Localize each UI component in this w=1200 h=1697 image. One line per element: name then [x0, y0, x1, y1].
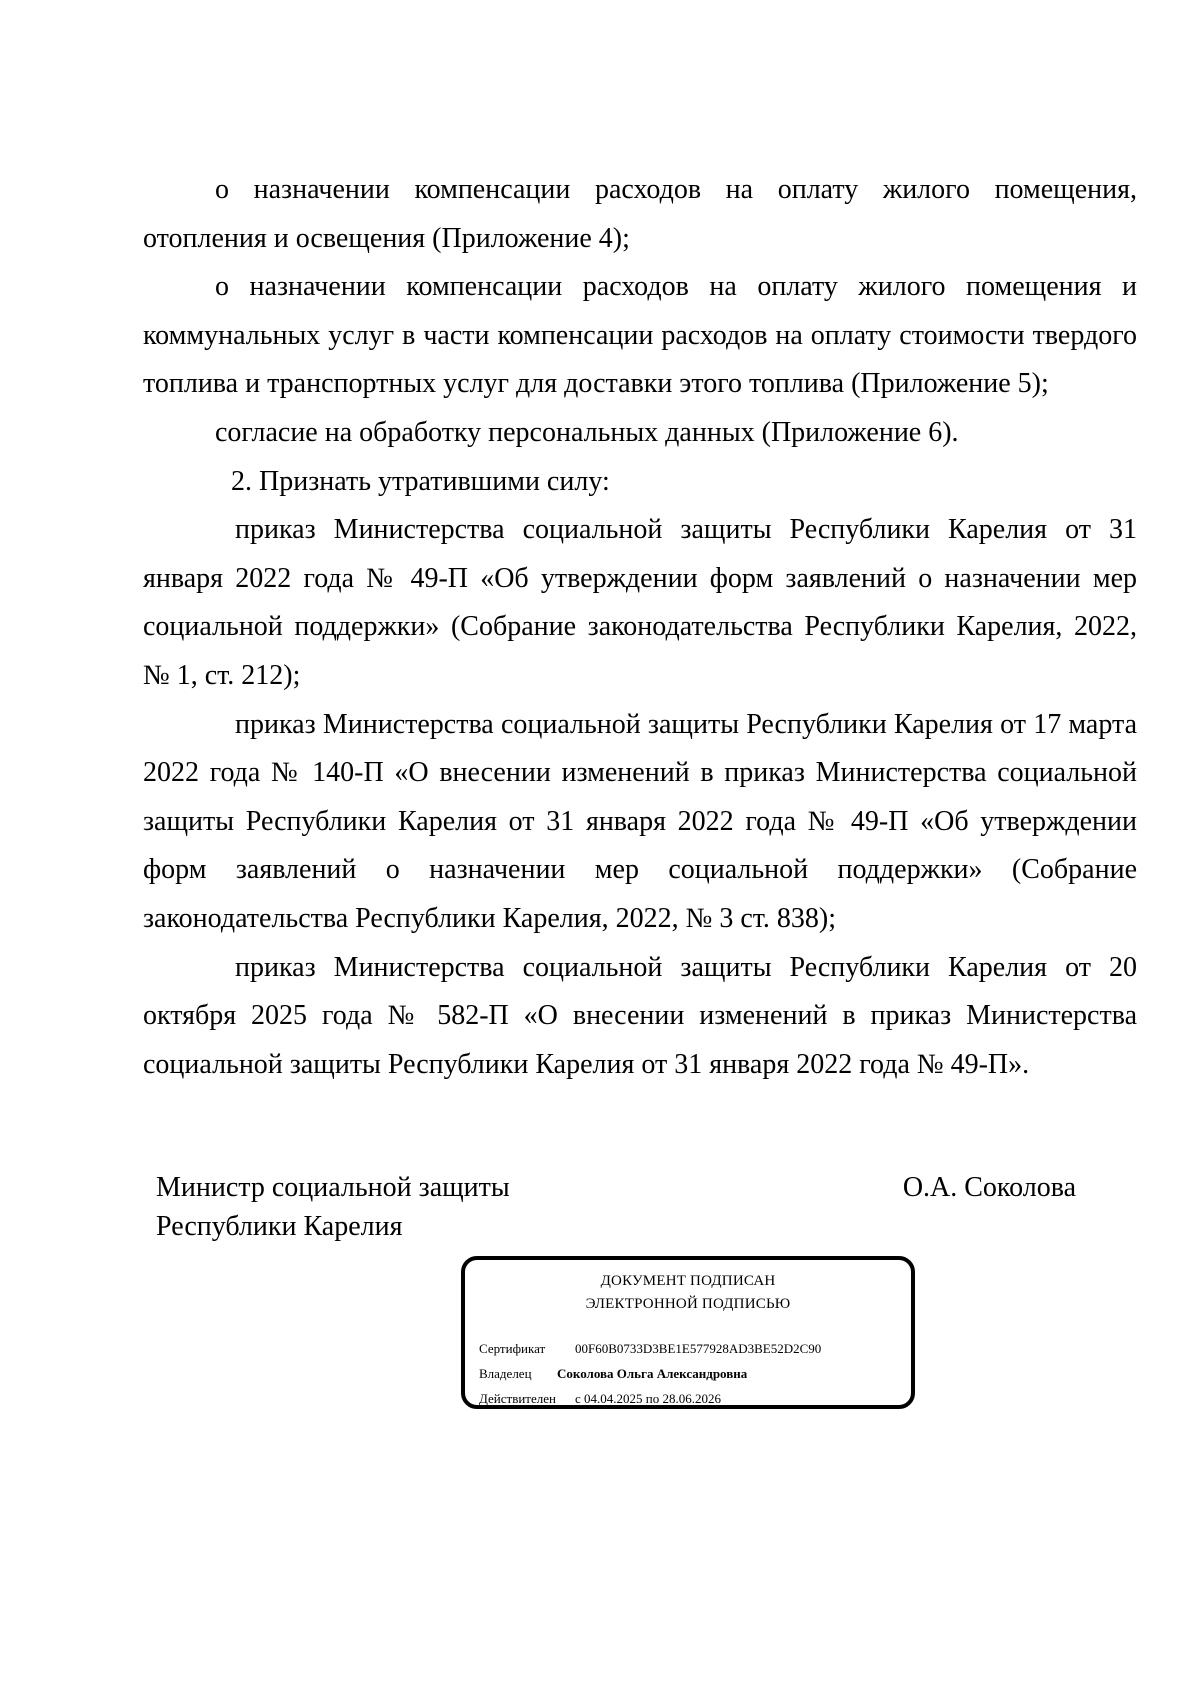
- signatory-name: О.А. Соколова: [902, 1172, 1076, 1203]
- stamp-owner-row: [479, 1365, 747, 1383]
- owner-label: Владелец: [479, 1366, 532, 1381]
- owner-value: Соколова Ольга Александровна: [557, 1366, 748, 1381]
- validity-label: Действителен: [479, 1391, 556, 1406]
- clause-2-heading: 2. Признать утратившими силу:: [231, 465, 610, 497]
- validity-value: с 04.04.2025 по 28.06.2026: [575, 1391, 721, 1406]
- list-item-appendix-4: о назначении компенсации расходов на оплату жилого помещения, отопления и освещения (Приложение 4);: [143, 174, 1137, 254]
- certificate-label: Сертификат: [479, 1341, 546, 1356]
- repealed-order-3: приказ Министерства социальной защиты Республики Карелия от 20 октября 2025 года № 582-П «О внесении изменений в приказ Министерства социальной защиты Республики Карелия от 31 января 2022 года № 49-П».: [143, 951, 1137, 1080]
- stamp-header: [465, 1270, 911, 1316]
- stamp-certificate-row: [479, 1340, 821, 1358]
- stamp-header-line2: ЭЛЕКТРОННОЙ ПОДПИСЬЮ: [585, 1296, 791, 1312]
- stamp-validity-row: [479, 1390, 721, 1408]
- signatory-title-line2: Республики Карелия: [156, 1211, 403, 1242]
- list-item-appendix-6: согласие на обработку персональных данных (Приложение 6).: [215, 416, 959, 448]
- repealed-order-1: приказ Министерства социальной защиты Республики Карелия от 31 января 2022 года № 49-П «Об утверждении форм заявлений о назначении мер социальной поддержки» (Собрание законодательства Республики Карелия, 2022, № 1, ст. 212);: [143, 514, 1137, 691]
- certificate-value: 00F60B0733D3BE1E577928AD3BE52D2C90: [575, 1341, 822, 1356]
- repealed-order-2: приказ Министерства социальной защиты Республики Карелия от 17 марта 2022 года № 140-П «О внесении изменений в приказ Министерства социальной защиты Республики Карелия от 31 января 2022 года № 49-П «Об утверждении форм заявлений о назначении мер социальной поддержки» (Собрание законодательства Республики Карелия, 2022, № 3 ст. 838);: [143, 708, 1137, 934]
- list-item-appendix-5: о назначении компенсации расходов на оплату жилого помещения и коммунальных услуг в части компенсации расходов на оплату стоимости твердого топлива и транспортных услуг для доставки этого топлива (Приложение 5);: [143, 271, 1137, 400]
- signatory-title-line1: Министр социальной защиты: [156, 1172, 510, 1203]
- document-body: [143, 166, 1137, 1089]
- signatory-title: [156, 1168, 510, 1246]
- electronic-signature-stamp: [461, 1256, 915, 1409]
- stamp-header-line1: ДОКУМЕНТ ПОДПИСАН: [600, 1273, 776, 1289]
